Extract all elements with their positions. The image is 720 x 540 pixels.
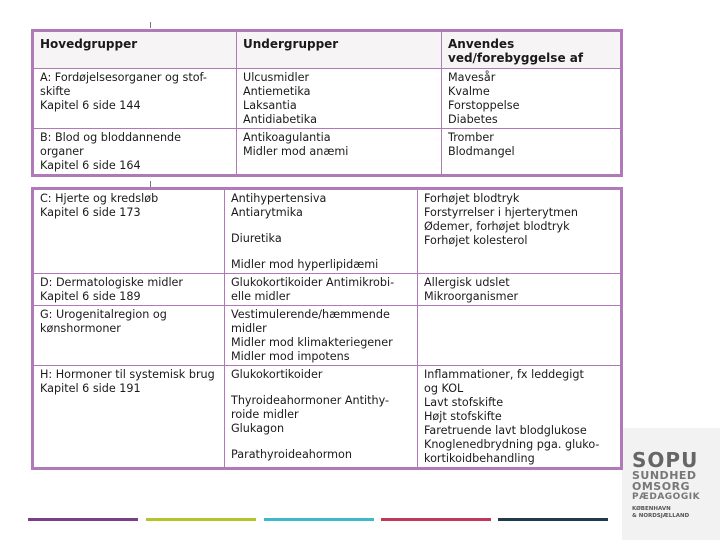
cell-line: Kapitel 6 side 189 bbox=[40, 290, 141, 303]
header-row bbox=[34, 32, 621, 69]
drug-groups-table-top bbox=[31, 29, 623, 177]
cell-subgroups bbox=[225, 306, 418, 366]
cell-line: Antikoagulantia bbox=[243, 131, 331, 144]
cell-line: Midler mod klimakteriegener bbox=[231, 336, 393, 349]
cell-subgroups bbox=[225, 190, 418, 274]
cell-line: A: Fordøjelsesorganer og stof- bbox=[40, 71, 207, 84]
cell-line bbox=[231, 436, 412, 448]
cell-line: Ødemer, forhøjet blodtryk bbox=[424, 220, 570, 233]
cell-line bbox=[231, 220, 412, 232]
cell-main-group bbox=[34, 274, 225, 306]
cell-line: Faretruende lavt blodglukose bbox=[424, 424, 587, 437]
cell-line: skifte bbox=[40, 85, 71, 98]
cell-line: Forhøjet blodtryk bbox=[424, 192, 520, 205]
cell-line: Thyroideahormoner Antithy- bbox=[231, 394, 390, 407]
table-row bbox=[34, 306, 621, 366]
cell-line: Mavesår bbox=[448, 71, 496, 84]
drug-groups-table-bottom bbox=[31, 187, 623, 470]
cell-subgroups bbox=[225, 366, 418, 468]
cell-main-group bbox=[34, 306, 225, 366]
table-row bbox=[34, 190, 621, 274]
cell-line: D: Dermatologiske midler bbox=[40, 276, 184, 289]
cell-line: C: Hjerte og kredsløb bbox=[40, 192, 159, 205]
cell-line: Forstyrrelser i hjerterytmen bbox=[424, 206, 579, 219]
cell-line: Forhøjet kolesterol bbox=[424, 234, 528, 247]
cell-line: G: Urogenitalregion og bbox=[40, 308, 167, 321]
cell-line: Kapitel 6 side 191 bbox=[40, 382, 141, 395]
tick-mark bbox=[150, 22, 151, 28]
cell-line: Knoglenedbrydning pga. gluko- bbox=[424, 438, 600, 451]
cell-line: Vestimulerende/hæmmende bbox=[231, 308, 390, 321]
cell-line: Antidiabetika bbox=[243, 113, 317, 126]
cell-subgroups bbox=[237, 129, 442, 175]
cell-line: Midler mod anæmi bbox=[243, 145, 349, 158]
cell-line: Ulcusmidler bbox=[243, 71, 310, 84]
cell-line: organer bbox=[40, 145, 84, 158]
cell-line: Antiarytmika bbox=[231, 206, 303, 219]
logo-omsorg: OMSORG bbox=[632, 480, 691, 493]
footer-bar-purple bbox=[28, 518, 138, 521]
cell-line: Midler mod hyperlipidæmi bbox=[231, 258, 379, 271]
cell-line: Tromber bbox=[448, 131, 494, 144]
cell-usage bbox=[442, 129, 621, 175]
footer-bar-cyan bbox=[264, 518, 374, 521]
cell-line: Glukagon bbox=[231, 422, 285, 435]
cell-line: Glukokortikoider bbox=[231, 368, 323, 381]
table-row bbox=[34, 69, 621, 129]
cell-line: kortikoidbehandling bbox=[424, 452, 535, 465]
footer-bar-red bbox=[381, 518, 491, 521]
cell-usage bbox=[442, 69, 621, 129]
cell-line: midler bbox=[231, 322, 267, 335]
footer-bar-green bbox=[146, 518, 256, 521]
logo-sundhed: SUNDHED bbox=[632, 469, 697, 482]
cell-line: Glukokortikoider Antimikrobi- bbox=[231, 276, 395, 289]
header-subgroups: Undergrupper bbox=[237, 32, 442, 69]
header-usage: Anvendes ved/forebyggelse af bbox=[442, 32, 621, 69]
cell-line: Blodmangel bbox=[448, 145, 515, 158]
cell-line: Parathyroideahormon bbox=[231, 448, 352, 461]
cell-main-group bbox=[34, 129, 237, 175]
cell-usage bbox=[418, 306, 621, 366]
cell-usage bbox=[418, 366, 621, 468]
cell-line: Diuretika bbox=[231, 232, 282, 245]
cell-line: Kapitel 6 side 144 bbox=[40, 99, 141, 112]
cell-line bbox=[231, 382, 412, 394]
cell-line: Mikroorganismer bbox=[424, 290, 519, 303]
header-main-groups: Hovedgrupper bbox=[34, 32, 237, 69]
table-row bbox=[34, 129, 621, 175]
cell-usage bbox=[418, 190, 621, 274]
cell-line: Forstoppelse bbox=[448, 99, 520, 112]
logo-sopu: SOPU bbox=[632, 448, 699, 472]
cell-main-group bbox=[34, 366, 225, 468]
table-row bbox=[34, 274, 621, 306]
cell-subgroups bbox=[237, 69, 442, 129]
cell-main-group bbox=[34, 190, 225, 274]
logo-kobenhavn: KØBENHAVN bbox=[632, 506, 671, 512]
cell-line: Antiemetika bbox=[243, 85, 311, 98]
cell-line: kønshormoner bbox=[40, 322, 121, 335]
cell-line: Diabetes bbox=[448, 113, 498, 126]
cell-line: Højt stofskifte bbox=[424, 410, 502, 423]
cell-usage bbox=[418, 274, 621, 306]
cell-line: Laksantia bbox=[243, 99, 297, 112]
logo-paedagogik: PÆDAGOGIK bbox=[632, 492, 701, 502]
cell-line: Kapitel 6 side 173 bbox=[40, 206, 141, 219]
cell-line: og KOL bbox=[424, 382, 464, 395]
cell-line: elle midler bbox=[231, 290, 291, 303]
cell-line: Kapitel 6 side 164 bbox=[40, 159, 141, 172]
cell-line: Midler mod impotens bbox=[231, 350, 350, 363]
cell-line: H: Hormoner til systemisk brug bbox=[40, 368, 215, 381]
cell-line: roide midler bbox=[231, 408, 299, 421]
cell-line: B: Blod og bloddannende bbox=[40, 131, 182, 144]
cell-line: Inflammationer, fx leddegigt bbox=[424, 368, 584, 381]
cell-main-group bbox=[34, 69, 237, 129]
sopu-logo bbox=[632, 448, 701, 520]
logo-nordsjaelland: & NORDSJÆLLAND bbox=[632, 513, 690, 519]
table-row bbox=[34, 366, 621, 468]
cell-line bbox=[231, 246, 412, 258]
cell-line: Kvalme bbox=[448, 85, 490, 98]
cell-line: Antihypertensiva bbox=[231, 192, 327, 205]
cell-line: Allergisk udslet bbox=[424, 276, 510, 289]
footer-bar-navy bbox=[498, 518, 608, 521]
cell-line: Lavt stofskifte bbox=[424, 396, 504, 409]
cell-subgroups bbox=[225, 274, 418, 306]
